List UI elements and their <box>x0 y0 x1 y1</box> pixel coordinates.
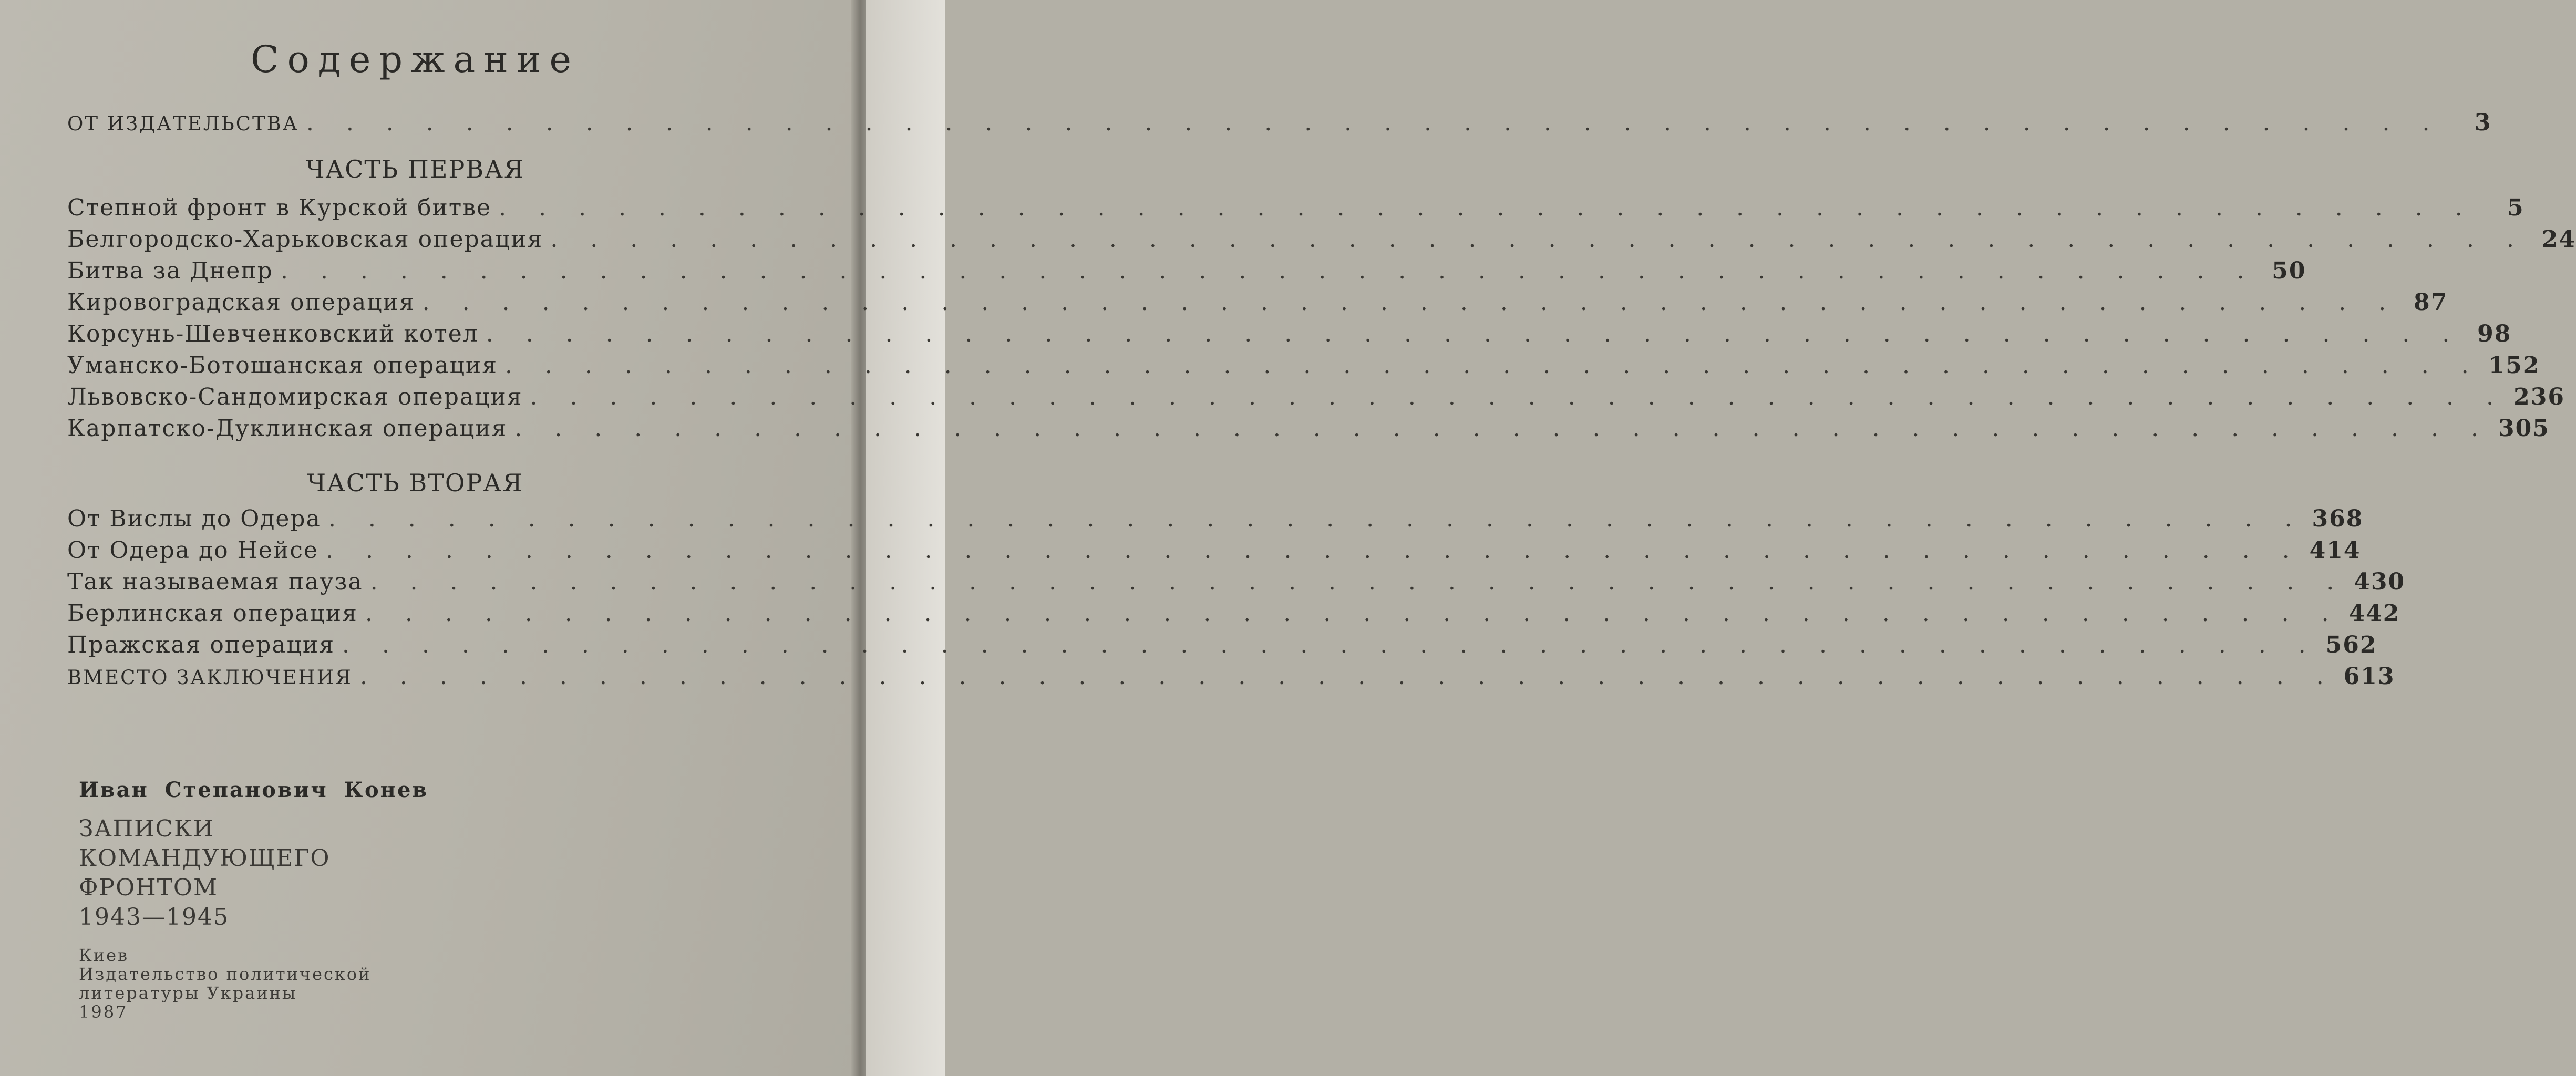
toc-entry <box>67 600 2400 632</box>
leader-dots: . . . . . . . . . . . . . . . . . . . . . . . . . . . . . . . . . . . . . . . . . . . . . . . . . . <box>486 320 2462 347</box>
toc-entry-label: Так называемая пауза <box>67 568 363 595</box>
toc-entry-page: 368 <box>2312 505 2364 532</box>
toc-entry <box>67 320 2512 352</box>
toc-entry-page: 98 <box>2477 320 2512 347</box>
leader-dots: . . . . . . . . . . . . . . . . . . . . . . . . . . . . . . . . . . . . . . . . . . . . . . . . . . <box>342 632 2319 658</box>
book-title-line: ФРОНТОМ <box>79 874 219 901</box>
leader-dots: . . . . . . . . . . . . . . . . . . . . . . . . . . . . . . . . . . . . . . . . . . . . . . . . . . <box>499 194 2475 221</box>
toc-entry-label: ВМЕСТО ЗАКЛЮЧЕНИЯ <box>67 666 353 689</box>
toc-entry <box>67 384 2565 415</box>
toc-entry-label: Львовско-Сандомирская операция <box>67 384 523 410</box>
toc-entry-label: Берлинская операция <box>67 600 358 627</box>
toc-entry-page: 613 <box>2343 663 2395 690</box>
contents-title: Содержание <box>251 38 580 81</box>
toc-entry <box>67 415 2550 447</box>
toc-entry <box>67 505 2364 537</box>
toc-entry-page: 414 <box>2309 537 2361 564</box>
toc-entry-label: ОТ ИЗДАТЕЛЬСТВА <box>67 112 299 135</box>
toc-entry <box>67 352 2540 384</box>
toc-entry-page: 236 <box>2513 384 2565 410</box>
toc-entry-page: 87 <box>2414 289 2448 316</box>
toc-entry-label: Белгородско-Харьковская операция <box>67 226 543 253</box>
toc-entry-label: Степной фронт в Курской битве <box>67 194 492 221</box>
toc-entry-page: 430 <box>2354 568 2406 595</box>
publisher-line: Издательство политической <box>79 964 372 984</box>
toc-entry-label: От Вислы до Одера <box>67 505 321 532</box>
book-title <box>79 814 330 932</box>
toc-part-two <box>67 505 2406 695</box>
leader-dots: . . . . . . . . . . . . . . . . . . . . . . . . . . . . . . . . . . . . . . . . . . . . . . . . . . <box>325 537 2302 564</box>
toc-entry <box>67 632 2377 663</box>
leader-dots: . . . . . . . . . . . . . . . . . . . . . . . . . . . . . . . . . . . . . . . . . . . . . . . . . . <box>504 352 2481 379</box>
toc-entry-page: 562 <box>2325 632 2377 658</box>
part-one-heading: ЧАСТЬ ПЕРВАЯ <box>305 155 525 183</box>
toc-entry <box>67 537 2361 568</box>
leader-dots: . . . . . . . . . . . . . . . . . . . . . . . . . . . . . . . . . . . . . . . . . . . . . . . . . . <box>280 257 2257 284</box>
toc-entry <box>67 663 2395 695</box>
toc-entry <box>67 568 2406 600</box>
toc-entry <box>67 257 2306 289</box>
toc-entry-page: 305 <box>2498 415 2550 442</box>
leader-dots: . . . . . . . . . . . . . . . . . . . . . . . . . . . . . . . . . . . . . . . . . . . . . . . . . . <box>365 600 2342 627</box>
toc-entry-label: Битва за Днепр <box>67 257 273 284</box>
toc-entry <box>67 109 2492 141</box>
toc-entry <box>67 194 2525 226</box>
leader-dots: . . . . . . . . . . . . . . . . . . . . . . . . . . . . . . . . . . . . . . . . . . . . . . . . . . <box>550 226 2527 253</box>
publisher-info <box>79 946 372 1021</box>
toc-part-one <box>67 194 2576 447</box>
toc-entry-label: Кировоградская операция <box>67 289 415 316</box>
leader-dots: . . . . . . . . . . . . . . . . . . . . . . . . . . . . . . . . . . . . . . . . . . . . . . . . . . <box>530 384 2507 410</box>
book-title-line: ЗАПИСКИ <box>79 815 214 842</box>
leader-dots: . . . . . . . . . . . . . . . . . . . . . . . . . . . . . . . . . . . . . . . . . . . . . . . . . . <box>328 505 2305 532</box>
part-two-heading: ЧАСТЬ ВТОРАЯ <box>307 469 523 497</box>
toc-intro <box>67 109 2492 141</box>
toc-entry-label: От Одера до Нейсе <box>67 537 318 564</box>
author-name: Иван Степанович Конев <box>79 778 429 802</box>
publisher-line: 1987 <box>79 1002 128 1022</box>
toc-entry-page: 3 <box>2474 109 2492 136</box>
toc-entry-label: Уманско-Ботошанская операция <box>67 352 498 379</box>
toc-entry-page: 442 <box>2348 600 2400 627</box>
toc-entry-label: Пражская операция <box>67 632 335 658</box>
publisher-line: литературы Украины <box>79 983 297 1003</box>
leader-dots: . . . . . . . . . . . . . . . . . . . . . . . . . . . . . . . . . . . . . . . . . . . . . . . . . . <box>359 663 2336 690</box>
toc-entry-page: 50 <box>2272 257 2306 284</box>
toc-entry-page: 24 <box>2541 226 2576 253</box>
toc-entry-label: Корсунь-Шевченковский котел <box>67 320 479 347</box>
toc-entry-page: 5 <box>2507 194 2525 221</box>
toc-entry <box>67 226 2576 257</box>
book-title-line: КОМАНДУЮЩЕГО <box>79 845 331 872</box>
toc-entry <box>67 289 2448 320</box>
leader-dots: . . . . . . . . . . . . . . . . . . . . . . . . . . . . . . . . . . . . . . . . . . . . . . . . . . <box>514 415 2491 442</box>
leader-dots: . . . . . . . . . . . . . . . . . . . . . . . . . . . . . . . . . . . . . . . . . . . . . . . . . . <box>370 568 2347 595</box>
leader-dots: . . . . . . . . . . . . . . . . . . . . . . . . . . . . . . . . . . . . . . . . . . . . . . . . . . . . . . <box>306 109 2443 136</box>
publisher-line: Киев <box>79 945 129 965</box>
leader-dots: . . . . . . . . . . . . . . . . . . . . . . . . . . . . . . . . . . . . . . . . . . . . . . . . . . <box>422 289 2399 316</box>
toc-entry-label: Карпатско-Дуклинская операция <box>67 415 508 442</box>
toc-entry-page: 152 <box>2488 352 2540 379</box>
book-title-line: 1943—1945 <box>79 904 229 930</box>
